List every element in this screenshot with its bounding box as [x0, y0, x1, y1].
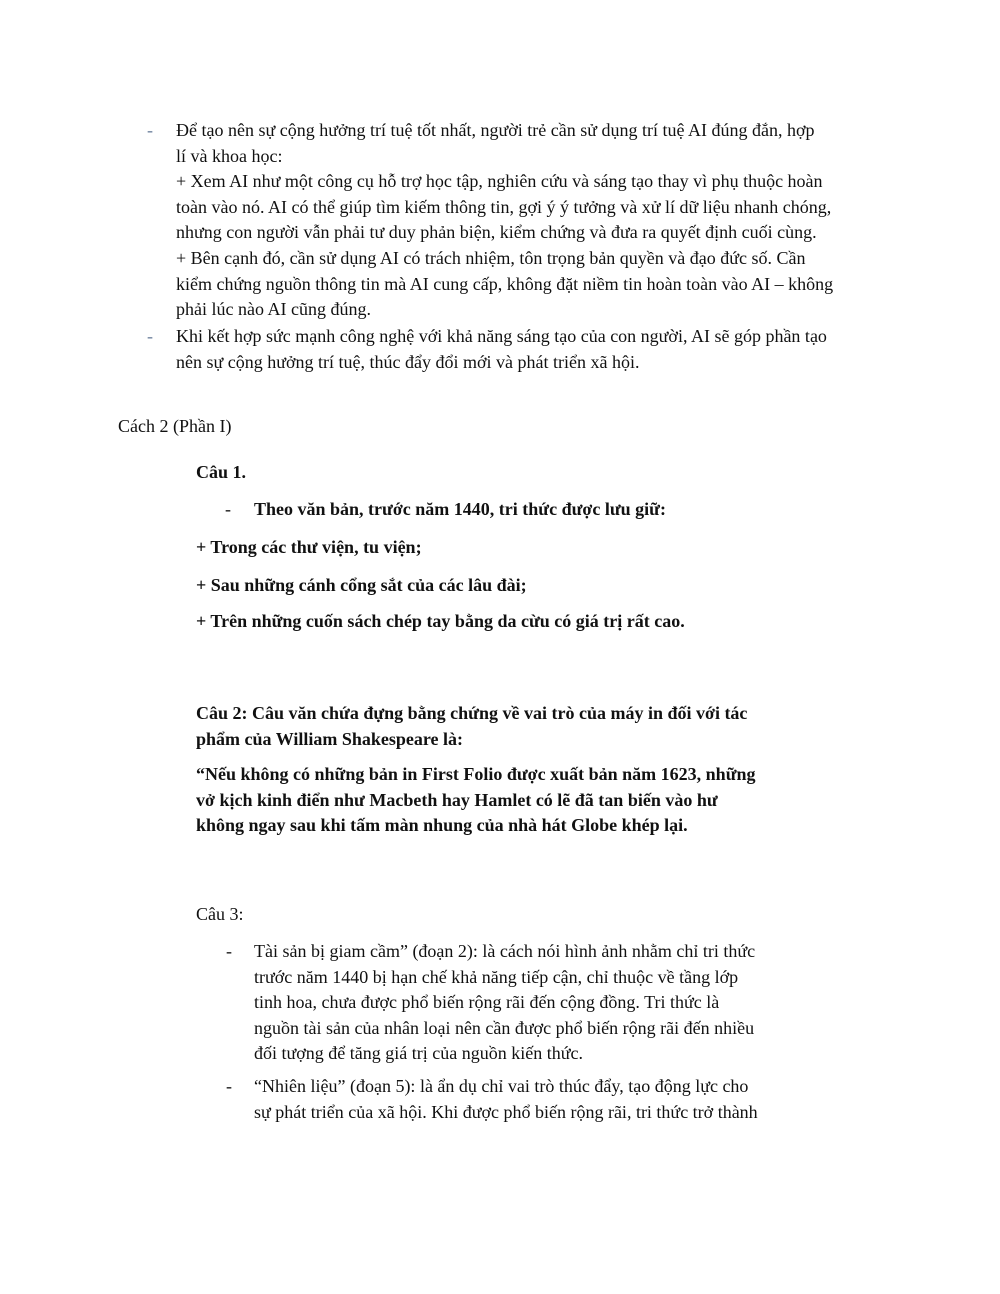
- q3-title: Câu 3:: [196, 904, 244, 924]
- bullet-dash: -: [226, 1076, 232, 1096]
- q1-lead: Theo văn bản, trước năm 1440, tri thức được lưu giữ:: [254, 499, 666, 519]
- text-line: “Nhiên liệu” (đoạn 5): là ẩn dụ chỉ vai trò thúc đẩy, tạo động lực cho: [254, 1076, 749, 1096]
- text-line: nhưng con người vẫn phải tư duy phản biện, kiểm chứng và đưa ra quyết định cuối cùng.: [176, 222, 817, 243]
- text-line: không ngay sau khi tấm màn nhung của nhà hát Globe khép lại.: [196, 815, 688, 836]
- section-heading: Cách 2 (Phần I): [118, 416, 232, 436]
- text-line: tinh hoa, chưa được phổ biến rộng rãi đến cộng đồng. Tri thức là: [254, 992, 720, 1013]
- bullet-dash: -: [226, 941, 232, 961]
- q1-item: + Trên những cuốn sách chép tay bằng da cừu có giá trị rất cao.: [196, 611, 685, 631]
- intro-bullet-1: [176, 118, 833, 323]
- text-line: + Xem AI như một công cụ hỗ trợ học tập, nghiên cứu và sáng tạo thay vì phụ thuộc hoàn: [176, 171, 823, 192]
- q3-bullet-1: [254, 939, 755, 1067]
- text-line: vở kịch kinh điển như Macbeth hay Hamlet có lẽ đã tan biến vào hư: [196, 789, 718, 810]
- bullet-dash: -: [147, 120, 153, 140]
- text-line: nguồn tài sản của nhân loại nên cần được phổ biến rộng rãi đến nhiều: [254, 1017, 755, 1038]
- text-line: trước năm 1440 bị hạn chế khả năng tiếp cận, chỉ thuộc về tầng lớp: [254, 966, 739, 987]
- q1-item: + Trong các thư viện, tu viện;: [196, 537, 422, 557]
- q3-bullet-2: [254, 1074, 758, 1125]
- text-line: Câu 2: Câu văn chứa đựng bằng chứng về vai trò của máy in đối với tác: [196, 703, 748, 723]
- text-line: đối tượng để tăng giá trị của nguồn kiến thức.: [254, 1043, 583, 1064]
- q1-title: Câu 1.: [196, 462, 247, 482]
- text-line: nên sự cộng hưởng trí tuệ, thúc đẩy đổi mới và phát triển xã hội.: [176, 351, 640, 372]
- text-line: phẩm của William Shakespeare là:: [196, 728, 464, 749]
- text-line: sự phát triển của xã hội. Khi được phổ biến rộng rãi, tri thức trở thành: [254, 1101, 758, 1122]
- text-line: Khi kết hợp sức mạnh công nghệ với khả năng sáng tạo của con người, AI sẽ góp phần tạo: [176, 326, 827, 346]
- text-line: lí và khoa học:: [176, 145, 283, 166]
- text-line: + Bên cạnh đó, cần sử dụng AI có trách nhiệm, tôn trọng bản quyền và đạo đức số. Cần: [176, 247, 806, 268]
- intro-bullet-2: [176, 324, 827, 375]
- q2-quote: [196, 762, 756, 839]
- text-line: phải lúc nào AI cũng đúng.: [176, 299, 371, 320]
- text-line: Tài sản bị giam cầm” (đoạn 2): là cách nói hình ảnh nhằm chỉ tri thức: [254, 941, 756, 961]
- text-line: toàn vào nó. AI có thể giúp tìm kiếm thông tin, gợi ý ý tưởng và xử lí dữ liệu nhanh chóng,: [176, 196, 832, 217]
- text-line: Để tạo nên sự cộng hưởng trí tuệ tốt nhất, người trẻ cần sử dụng trí tuệ AI đúng đắn, hợp: [176, 120, 815, 140]
- text-line: kiểm chứng nguồn thông tin mà AI cung cấp, không đặt niềm tin hoàn toàn vào AI – không: [176, 273, 834, 294]
- bullet-dash: -: [225, 499, 231, 519]
- bullet-dash: -: [147, 326, 153, 346]
- q2-prompt: [196, 701, 747, 752]
- q1-item: + Sau những cánh cổng sắt của các lâu đài;: [196, 575, 527, 595]
- text-line: “Nếu không có những bản in First Folio được xuất bản năm 1623, những: [196, 764, 756, 784]
